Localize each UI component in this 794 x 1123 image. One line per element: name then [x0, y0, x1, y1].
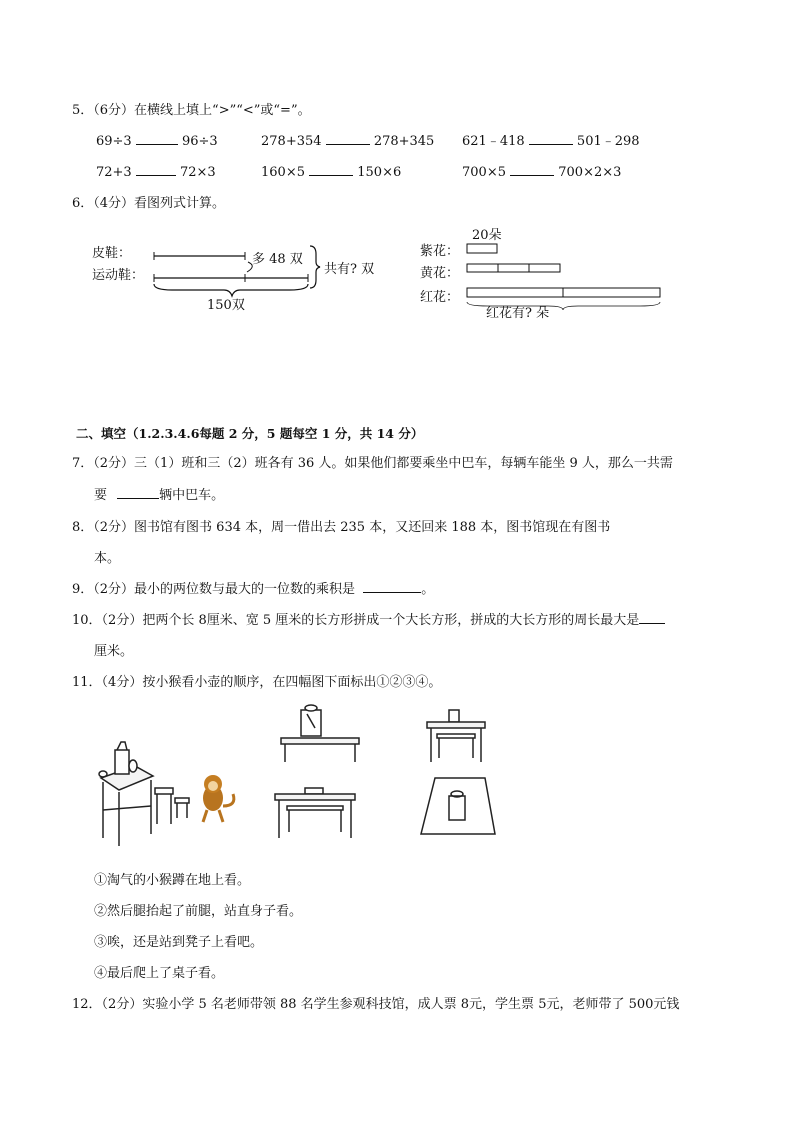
q5-row1-item1: 69÷3 96÷3 [96, 134, 218, 149]
answer-blank[interactable] [136, 175, 176, 176]
label-yellow: 黄花： [420, 266, 460, 281]
table-scene [99, 742, 153, 846]
stools [155, 788, 189, 824]
view-1 [281, 705, 359, 762]
label-total-question: 共有? 双 [324, 262, 375, 277]
q8-line2: 本。 [94, 551, 121, 566]
label-more-48: 多 48 双 [252, 252, 303, 267]
answer-blank[interactable] [326, 144, 370, 145]
label-leather-shoes: 皮鞋： [92, 246, 132, 261]
monkey-icon [203, 775, 234, 822]
q11-option-3: ③唉，还是站到凳子上看吧。 [94, 935, 264, 950]
q11-option-2: ②然后腿抬起了前腿，站直身子看。 [94, 904, 303, 919]
label-150: 150双 [207, 298, 245, 313]
section-2-heading: 二、填空（1.2.3.4.6每题 2 分，5 题每空 1 分，共 14 分） [76, 426, 424, 441]
q5-stem: 5．（6分）在横线上填上“>”“<”或“=”。 [72, 103, 311, 118]
q5-row2-item2: 160×5 150×6 [261, 165, 402, 180]
answer-blank[interactable] [639, 623, 665, 624]
q9-line: 9．（2分）最小的两位数与最大的一位数的乘积是 。 [72, 582, 435, 597]
q7-line1: 7．（2分）三（1）班和三（2）班各有 36 人。如果他们都要乘坐中巴车，每辆车能坐 9 人，那么一共需 [72, 456, 673, 471]
q7-line2: 要 辆中巴车。 [94, 488, 225, 503]
monkey-kettle-illustration [95, 698, 497, 862]
q12-line1: 12．（2分）实验小学 5 名老师带领 88 名学生参观科技馆，成人票 8元，学生票 5元，老师带了 500元钱 [72, 997, 680, 1012]
q11-stem: 11．（4分）按小猴看小壶的顺序，在四幅图下面标出①②③④。 [72, 675, 442, 690]
q11-option-1: ①淘气的小猴蹲在地上看。 [94, 873, 251, 888]
label-purple: 紫花： [420, 244, 460, 259]
answer-blank[interactable] [510, 175, 554, 176]
label-red: 红花： [420, 290, 460, 305]
view-3 [275, 788, 355, 838]
q5-row1-item3: 621﹣418 501﹣298 [462, 134, 640, 149]
label-red-question: 红花有? 朵 [486, 306, 550, 321]
label-sport-shoes: 运动鞋： [92, 268, 145, 283]
q8-line1: 8．（2分）图书馆有图书 634 本，周一借出去 235 本，又还回来 188 本，图书馆现在有图书 [72, 520, 611, 535]
q5-row2-item1: 72+3 72×3 [96, 165, 216, 180]
answer-blank[interactable] [117, 498, 159, 499]
q5-row2-item3: 700×5 700×2×3 [462, 165, 622, 180]
q10-line2: 厘米。 [94, 644, 134, 659]
answer-blank[interactable] [309, 175, 353, 176]
q5-row1-item2: 278+354 278+345 [261, 134, 435, 149]
flowers-bar-diagram [418, 224, 668, 320]
view-4 [421, 778, 495, 834]
view-2 [427, 710, 485, 762]
q10-line1: 10．（2分）把两个长 8厘米、宽 5 厘米的长方形拼成一个大长方形，拼成的大长方形的周长最大是 [72, 612, 665, 630]
label-20-flowers: 20朵 [472, 228, 502, 243]
answer-blank[interactable] [529, 144, 573, 145]
answer-blank[interactable] [136, 144, 178, 145]
q11-option-4: ④最后爬上了桌子看。 [94, 966, 225, 981]
answer-blank[interactable] [363, 592, 421, 593]
shoes-line-diagram [92, 232, 375, 313]
q6-stem: 6．（4分）看图列式计算。 [72, 196, 226, 211]
